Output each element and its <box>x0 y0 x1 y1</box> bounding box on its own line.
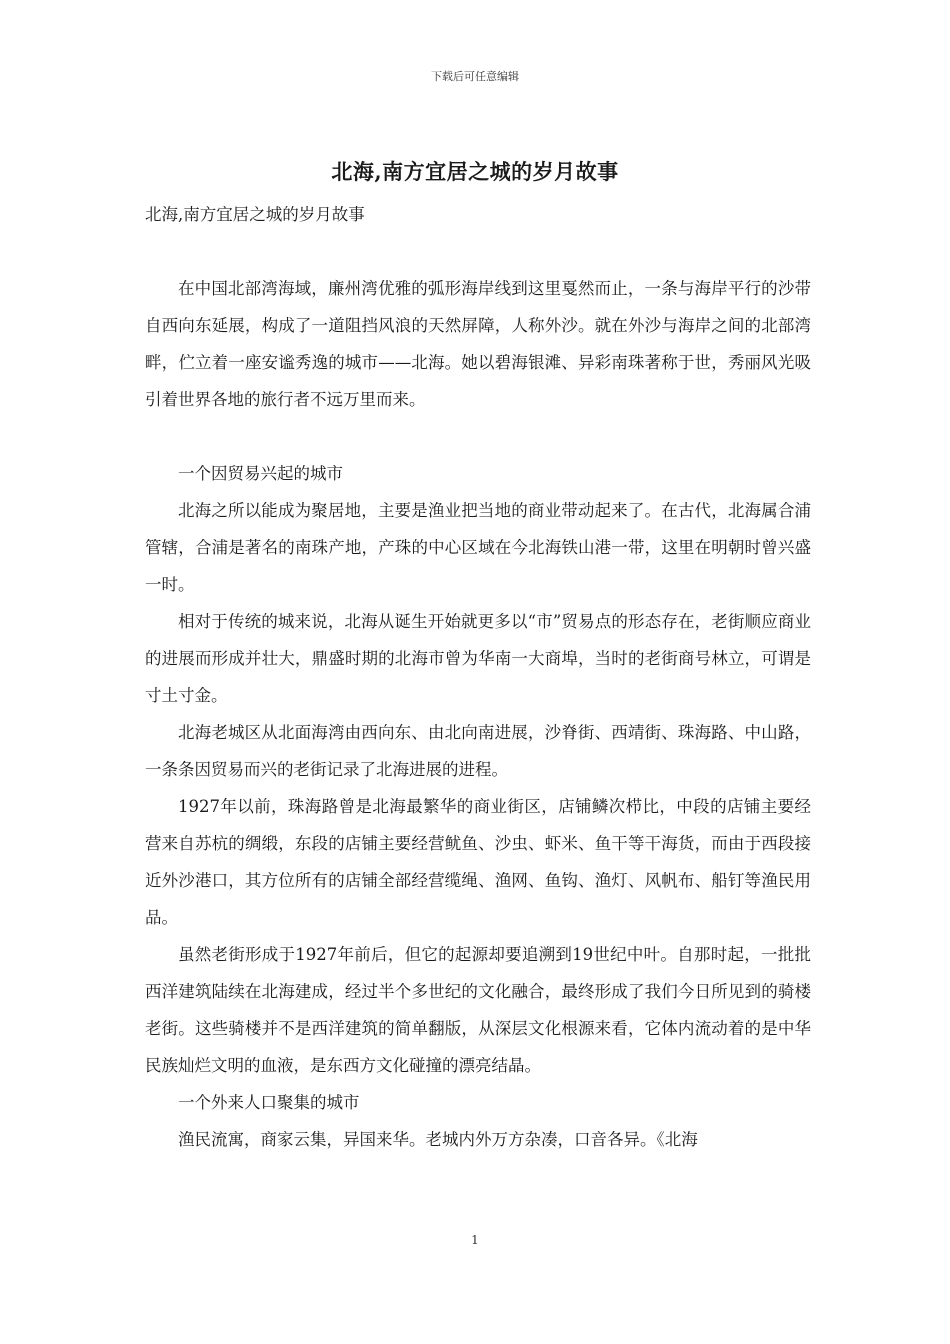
paragraph: 虽然老街形成于1927年前后，但它的起源却要追溯到19世纪中叶。自那时起，一批批西洋建筑陆续在北海建成，经过半个多世纪的文化融合，最终形成了我们今日所见到的骑楼老街。这些骑楼并不是西洋建筑的简单翻版，从深层文化根源来看，它体内流动着的是中华民族灿烂文明的血液，是东西方文化碰撞的漂亮结晶。 <box>145 945 811 1075</box>
section-heading-trade: 一个因贸易兴起的城市 <box>178 464 343 483</box>
blank-line <box>145 233 811 270</box>
document-body <box>145 196 811 1158</box>
paragraph: 北海之所以能成为聚居地，主要是渔业把当地的商业带动起来了。在古代，北海属合浦管辖，合浦是著名的南珠产地，产珠的中心区域在今北海铁山港一带，这里在明朝时曾兴盛一时。 <box>145 501 811 594</box>
paragraph: 北海老城区从北面海湾由西向东、由北向南进展，沙脊街、西靖街、珠海路、中山路，一条条因贸易而兴的老街记录了北海进展的进程。 <box>145 723 811 779</box>
document-title: 北海,南方宜居之城的岁月故事 <box>331 159 619 184</box>
header-note: 下载后可任意编辑 <box>431 70 519 83</box>
paragraph: 相对于传统的城来说，北海从诞生开始就更多以“市”贸易点的形态存在，老街顺应商业的进展而形成并壮大，鼎盛时期的北海市曾为华南一大商埠，当时的老街商号林立，可谓是寸土寸金。 <box>145 612 811 705</box>
paragraph: 渔民流寓，商家云集，异国来华。老城内外万方杂凑，口音各异。《北海 <box>178 1130 698 1149</box>
section-heading-migrants: 一个外来人口聚集的城市 <box>178 1093 360 1112</box>
blank-line <box>145 418 811 455</box>
paragraph: 1927年以前，珠海路曾是北海最繁华的商业街区，店铺鳞次栉比，中段的店铺主要经营来自苏杭的绸缎，东段的店铺主要经营鱿鱼、沙虫、虾米、鱼干等干海货，而由于西段接近外沙港口，其方位所有的店铺全部经营缆绳、渔网、鱼钩、渔灯、风帆布、船钉等渔民用品。 <box>145 797 811 927</box>
intro-paragraph: 在中国北部湾海域，廉州湾优雅的弧形海岸线到这里戛然而止，一条与海岸平行的沙带自西向东延展，构成了一道阻挡风浪的天然屏障，人称外沙。就在外沙与海岸之间的北部湾畔，伫立着一座安谧秀逸的城市——北海。她以碧海银滩、异彩南珠著称于世，秀丽风光吸引着世界各地的旅行者不远万里而来。 <box>145 279 811 409</box>
page-number: 1 <box>471 1233 479 1247</box>
document-subtitle: 北海,南方宜居之城的岁月故事 <box>145 205 365 224</box>
